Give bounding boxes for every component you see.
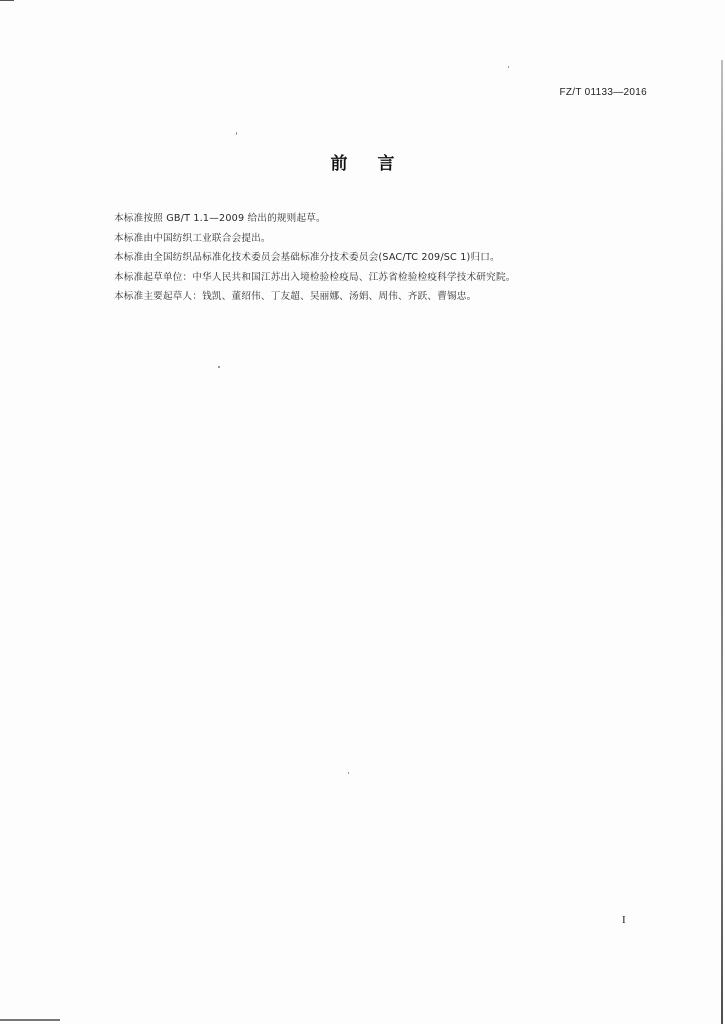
standard-number: FZ/T 01133—2016: [559, 87, 647, 98]
foreword-line-drafters: 本标准主要起草人：钱凯、董绍伟、丁友超、吴丽娜、汤娟、周伟、齐跃、曹锡忠。: [114, 291, 477, 302]
foreword-line-drafting-units: 本标准起草单位：中华人民共和国江苏出入境检验检疫局、江苏省检验检疫科学技术研究院。: [114, 271, 516, 283]
foreword-body: [114, 209, 654, 307]
foreword-line-drafting-rules: 本标准按照 GB/T 1.1—2009 给出的规则起草。: [114, 213, 326, 224]
scan-edge-mark: [0, 1019, 60, 1021]
scan-speck: [236, 132, 237, 135]
page-title: 前言: [330, 154, 425, 174]
scan-edge-shadow: [721, 60, 723, 1024]
foreword-line-proposer: 本标准由中国纺织工业联合会提出。: [114, 232, 271, 244]
scan-speck: [218, 366, 220, 368]
foreword-line-committee: 本标准由全国纺织品标准化技术委员会基础标准分技术委员会(SAC/TC 209/SC 1)归口。: [114, 252, 500, 263]
page-number: I: [622, 914, 626, 926]
scan-speck: [508, 66, 509, 68]
scan-edge-mark: [0, 0, 14, 1]
scan-speck: [348, 772, 349, 774]
